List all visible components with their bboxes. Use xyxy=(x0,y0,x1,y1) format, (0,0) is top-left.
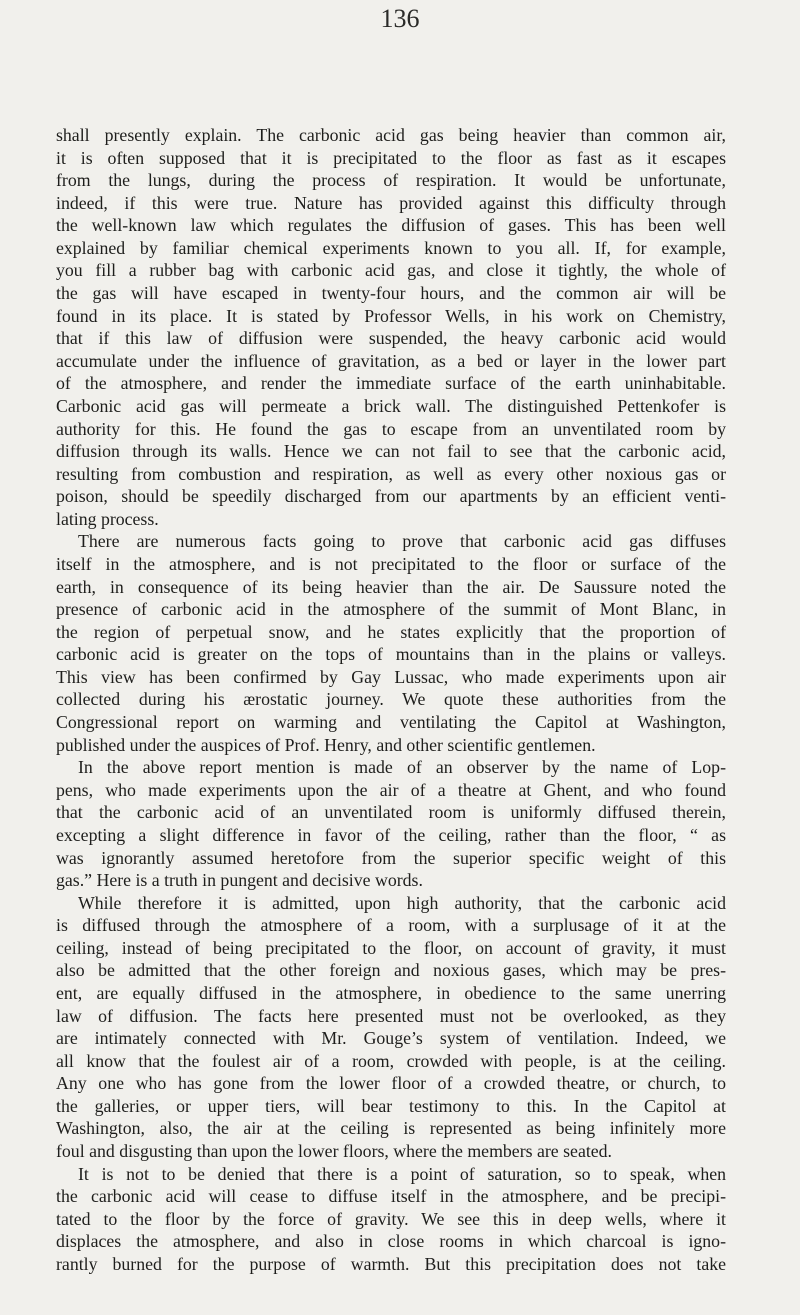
text-line: all know that the foulest air of a room, crowded with people, is at the ceiling. xyxy=(56,1050,726,1071)
text-line: accumulate under the influence of gravitation, as a bed or layer in the lower part xyxy=(56,350,726,371)
text-line: was ignorantly assumed heretofore from the superior specific weight of this xyxy=(56,847,726,868)
paragraph xyxy=(56,530,726,756)
text-line: ent, are equally diffused in the atmosphere, in obedience to the same unerring xyxy=(56,982,726,1003)
text-line: poison, should be speedily discharged from our apartments by an efficient venti- xyxy=(56,486,726,507)
text-line: diffusion through its walls. Hence we can not fail to see that the carbonic acid, xyxy=(56,441,726,462)
text-line: This view has been confirmed by Gay Lussac, who made experiments upon air xyxy=(56,666,726,687)
text-line: from the lungs, during the process of respiration. It would be unfortunate, xyxy=(56,170,726,191)
text-line: the region of perpetual snow, and he states explicitly that the proportion of xyxy=(56,621,726,642)
paragraph xyxy=(56,124,726,530)
text-line: you fill a rubber bag with carbonic acid gas, and close it tightly, the whole of xyxy=(56,260,726,281)
text-line: are intimately connected with Mr. Gouge’s system of ventilation. Indeed, we xyxy=(56,1028,726,1049)
text-line: it is often supposed that it is precipitated to the floor as fast as it escapes xyxy=(56,147,726,168)
text-line: tated to the floor by the force of gravity. We see this in deep wells, where it xyxy=(56,1208,726,1229)
text-line: of the atmosphere, and render the immediate surface of the earth uninhabitable. xyxy=(56,373,726,394)
text-line: displaces the atmosphere, and also in close rooms in which charcoal is igno- xyxy=(56,1231,726,1252)
text-line: that if this law of diffusion were suspended, the heavy carbonic acid would xyxy=(56,328,726,349)
text-line: Washington, also, the air at the ceiling is represented as being infinitely more xyxy=(56,1118,726,1139)
text-line: Congressional report on warming and ventilating the Capitol at Washington, xyxy=(56,712,726,733)
text-line: itself in the atmosphere, and is not precipitated to the floor or surface of the xyxy=(56,553,726,574)
text-line: law of diffusion. The facts here presented must not be overlooked, as they xyxy=(56,1005,726,1026)
text-line: found in its place. It is stated by Professor Wells, in his work on Chemistry, xyxy=(56,305,726,326)
text-line: excepting a slight difference in favor of the ceiling, rather than the floor, “ as xyxy=(56,824,726,845)
text-line: that the carbonic acid of an unventilated room is uniformly diffused therein, xyxy=(56,802,726,823)
text-line: earth, in consequence of its being heavier than the air. De Saussure noted the xyxy=(56,576,726,597)
text-line: is diffused through the atmosphere of a room, with a surplusage of it at the xyxy=(56,915,726,936)
text-line: ceiling, instead of being precipitated to the floor, on account of gravity, it must xyxy=(56,937,726,958)
text-line: indeed, if this were true. Nature has provided against this difficulty through xyxy=(56,192,726,213)
text-line: also be admitted that the other foreign and noxious gases, which may be pres- xyxy=(56,960,726,981)
text-line: shall presently explain. The carbonic acid gas being heavier than common air, xyxy=(56,125,726,145)
text-line: collected during his ærostatic journey. We quote these authorities from the xyxy=(56,689,726,710)
text-line: the well-known law which regulates the diffusion of gases. This has been well xyxy=(56,215,726,236)
text-line: There are numerous facts going to prove that carbonic acid gas diffuses xyxy=(78,531,726,552)
paragraph xyxy=(56,1163,726,1276)
text-line: carbonic acid is greater on the tops of mountains than in the plains or valleys. xyxy=(56,644,726,665)
text-line: the galleries, or upper tiers, will bear testimony to this. In the Capitol at xyxy=(56,1095,726,1116)
text-line: resulting from combustion and respiration, as well as every other noxious gas or xyxy=(56,463,726,484)
text-line: the carbonic acid will cease to diffuse itself in the atmosphere, and be precipi- xyxy=(56,1186,726,1207)
text-line: presence of carbonic acid in the atmosphere of the summit of Mont Blanc, in xyxy=(56,599,726,620)
text-line: authority for this. He found the gas to escape from an unventilated room by xyxy=(56,418,726,439)
text-line: While therefore it is admitted, upon high authority, that the carbonic acid xyxy=(78,892,726,913)
paragraph xyxy=(56,756,726,891)
text-line: Any one who has gone from the lower floor of a crowded theatre, or church, to xyxy=(56,1073,726,1094)
text-line: Carbonic acid gas will permeate a brick wall. The distinguished Pettenkofer is xyxy=(56,395,726,416)
text-line: pens, who made experiments upon the air of a theatre at Ghent, and who found xyxy=(56,779,726,800)
text-line: the gas will have escaped in twenty-four hours, and the common air will be xyxy=(56,283,726,304)
text-line: lating process. xyxy=(56,508,159,529)
text-line: published under the auspices of Prof. Henry, and other scientific gentlemen. xyxy=(56,734,596,755)
page-text xyxy=(56,124,726,1275)
text-line: gas.” Here is a truth in pungent and decisive words. xyxy=(56,870,423,891)
page-number: 136 xyxy=(380,4,420,33)
text-line: In the above report mention is made of an observer by the name of Lop- xyxy=(78,757,726,778)
text-line: foul and disgusting than upon the lower floors, where the members are seated. xyxy=(56,1141,613,1162)
text-line: It is not to be denied that there is a point of saturation, so to speak, when xyxy=(78,1163,726,1184)
paragraph xyxy=(56,892,726,1163)
text-line: explained by familiar chemical experiments known to you all. If, for example, xyxy=(56,237,726,258)
text-line: rantly burned for the purpose of warmth. But this precipitation does not take xyxy=(56,1253,726,1274)
